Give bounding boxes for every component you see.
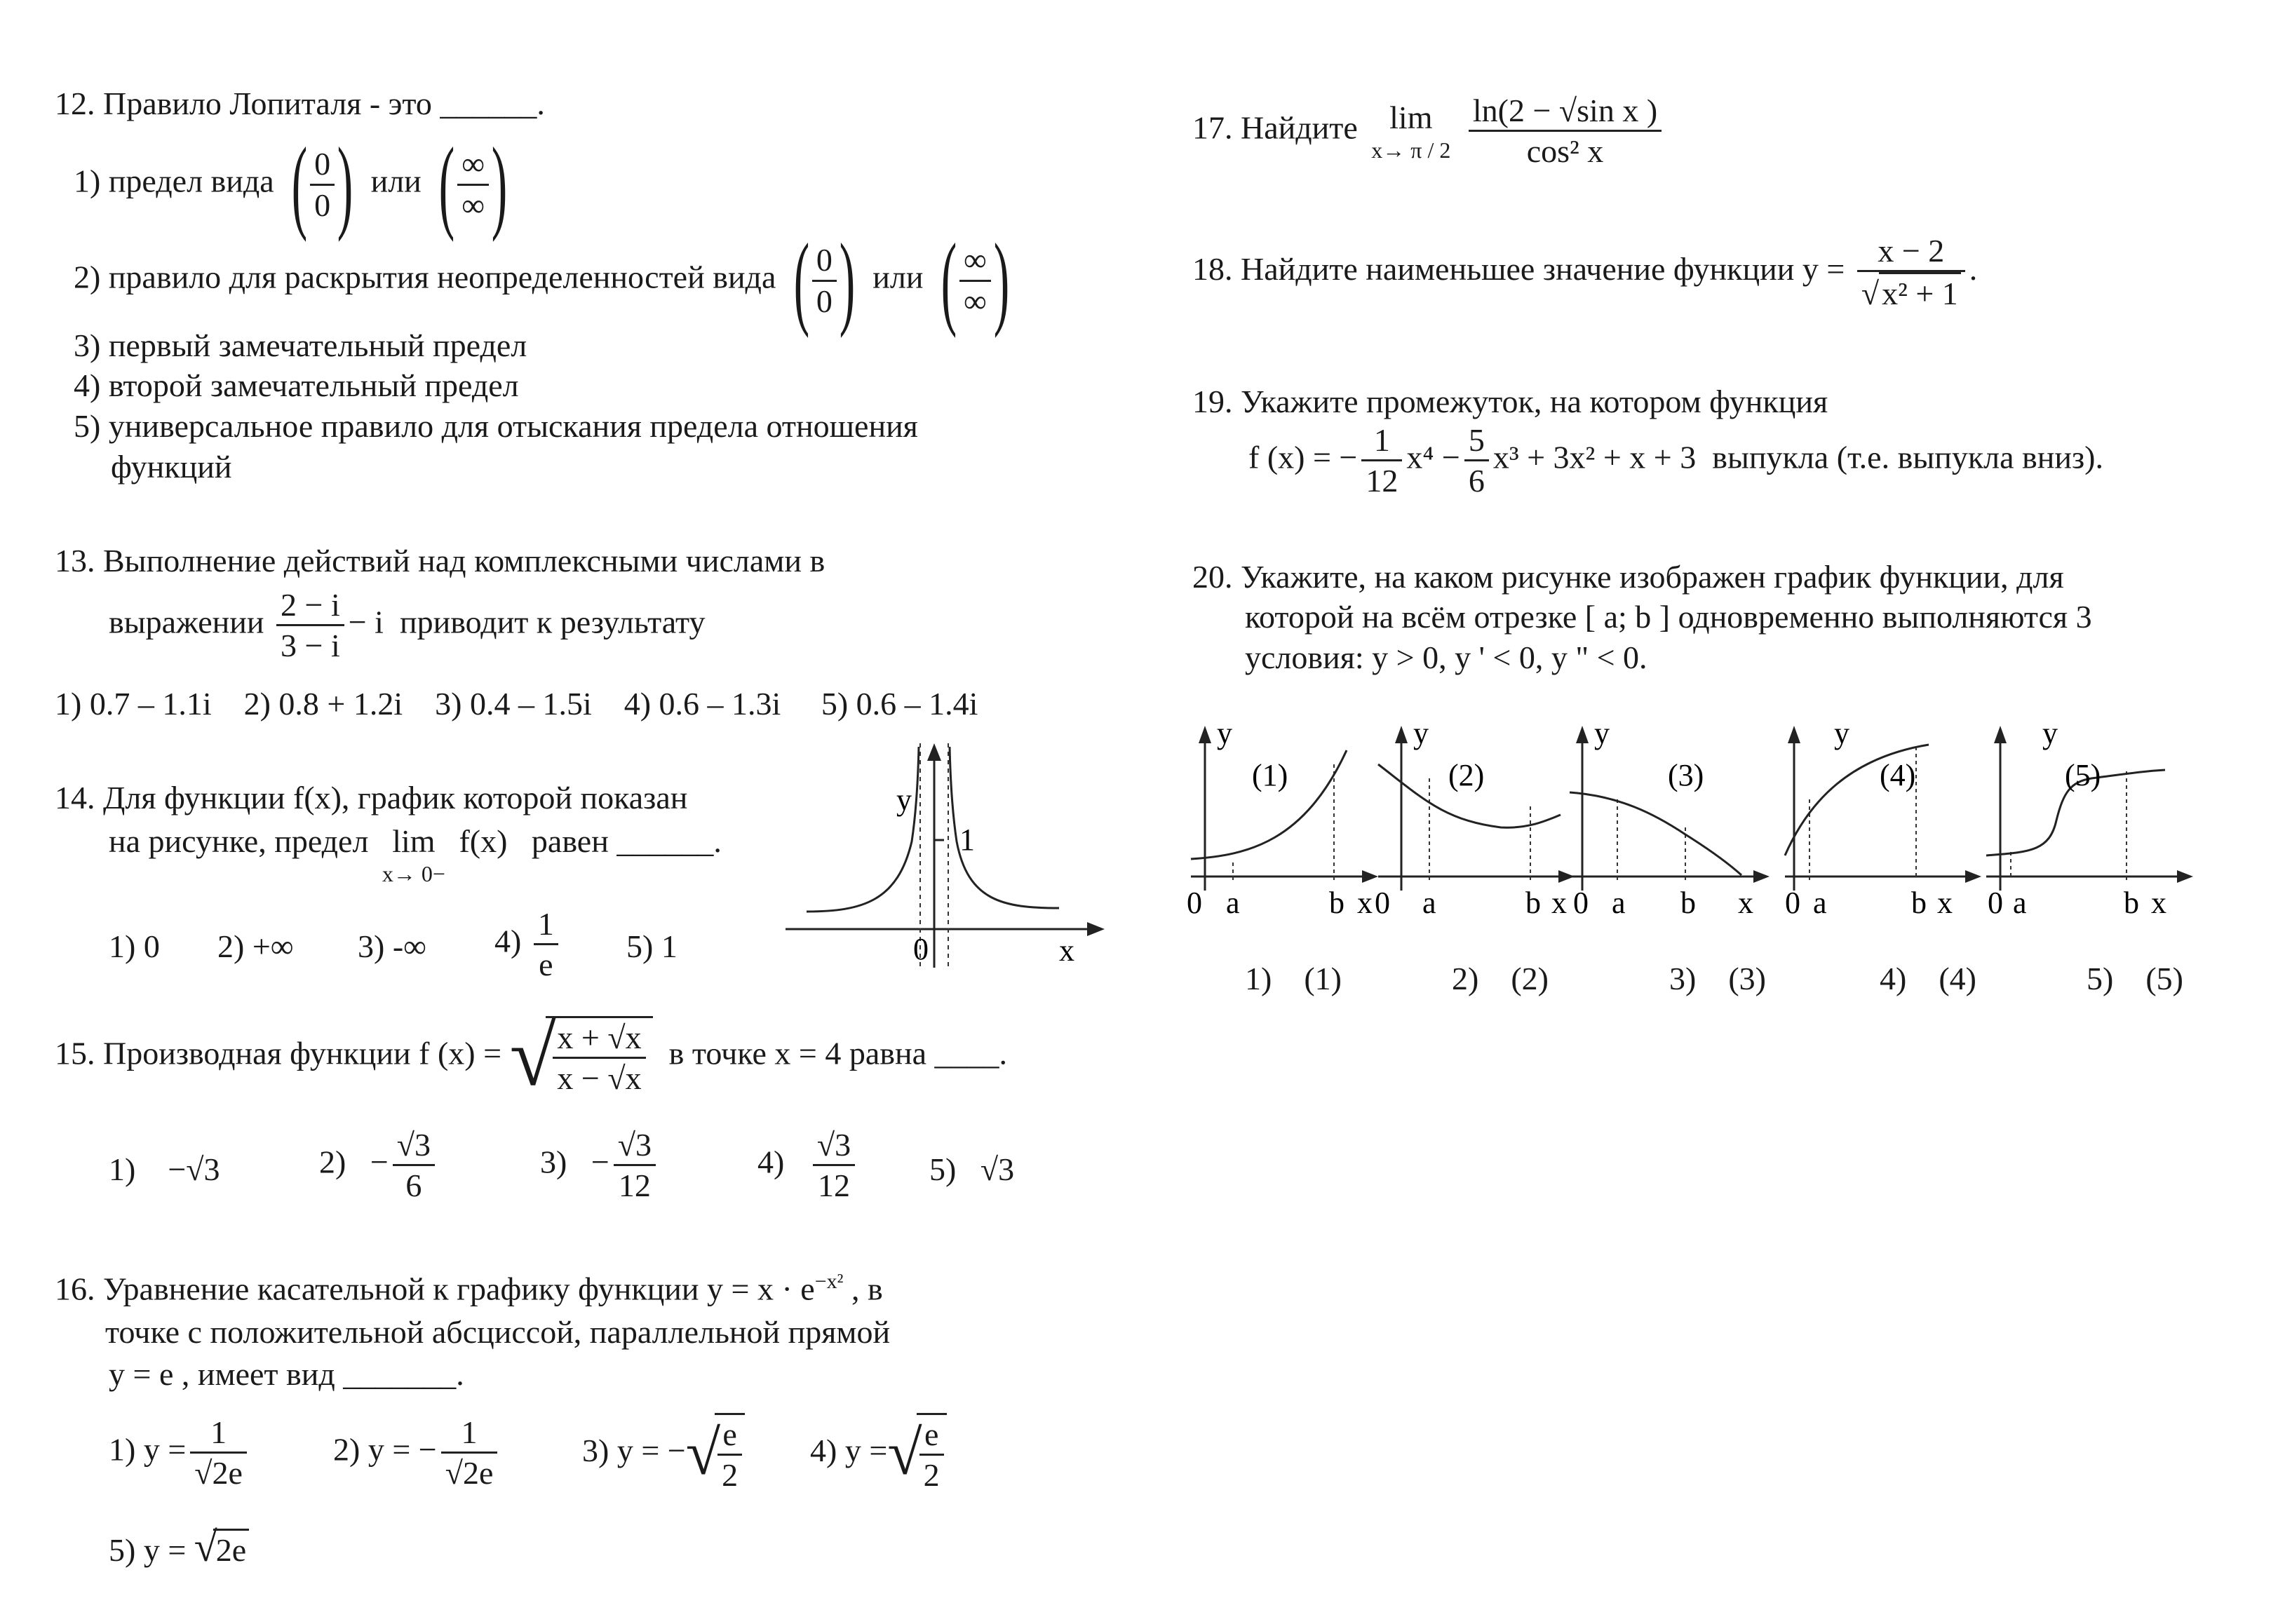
answer-value: (2) <box>1511 961 1549 996</box>
sqrt-radicand: 2e <box>213 1529 249 1569</box>
numerator: 1 <box>190 1413 247 1454</box>
y-arrow <box>1576 726 1589 743</box>
q15-answer-5 <box>929 1150 1014 1189</box>
a-label: a <box>2013 886 2027 920</box>
lim-subscript: x→ 0− <box>382 861 445 887</box>
q14-answer-1: 1) 0 <box>109 928 160 964</box>
q14-line2 <box>109 822 722 888</box>
q20-graphs <box>1178 715 2216 926</box>
denominator: e <box>539 947 553 983</box>
q16-line2: точке с положительной абсциссой, параллельной прямой <box>105 1314 891 1350</box>
answer-number: 3) <box>540 1144 567 1180</box>
q14-line2-suffix: равен ______. <box>531 823 722 859</box>
q20-line2: которой на всём отрезке [ a; b ] одновременно выполняются 3 <box>1245 599 2092 635</box>
q13-expression <box>109 586 706 665</box>
y-label: y <box>1413 716 1429 750</box>
or-word: или <box>872 259 924 295</box>
numerator: 1 <box>534 905 558 945</box>
b-label: b <box>1525 886 1541 920</box>
lim-subscript: x→ π / 2 <box>1371 137 1451 163</box>
q15-fraction <box>553 1018 645 1097</box>
x-label: x <box>1357 886 1373 920</box>
q16-answer-3 <box>582 1413 745 1494</box>
q20-graph-4 <box>1785 716 1981 920</box>
q17-prefix: 17. Найдите <box>1192 109 1358 146</box>
numerator: 0 <box>310 144 335 185</box>
q13-line1: 13. Выполнение действий над комплексными числами в <box>55 543 825 578</box>
zero-label: 0 <box>1375 886 1390 920</box>
q17-line <box>1192 91 1666 170</box>
curve <box>1570 792 1741 875</box>
denominator: 6 <box>405 1168 422 1204</box>
answer-prefix: 4) y = <box>810 1432 888 1468</box>
numerator: ∞ <box>457 144 489 185</box>
denominator: 6 <box>1468 463 1485 499</box>
x-label: x <box>1551 886 1567 920</box>
numerator: 2 − i <box>276 586 344 626</box>
zero-label: 0 <box>1187 886 1202 920</box>
answer-number: 1) <box>109 1151 136 1187</box>
x-arrow <box>1362 870 1378 883</box>
q14-graph <box>779 736 1108 975</box>
q14-answer-4 <box>494 905 562 984</box>
x-arrow <box>1087 922 1105 936</box>
y-label: y <box>1834 716 1849 750</box>
q20-line3: условия: y > 0, y ' < 0, y " < 0. <box>1245 640 1647 675</box>
denominator <box>1857 272 1965 313</box>
answer-fraction <box>534 905 558 984</box>
q20-graph-3 <box>1570 716 1770 920</box>
graph-label: (2) <box>1448 758 1485 792</box>
zero-label: 0 <box>1785 886 1800 920</box>
fraction <box>457 144 489 224</box>
minus-sign: − <box>591 1144 609 1180</box>
b-label: b <box>1329 886 1344 920</box>
numerator: 1 <box>441 1413 498 1454</box>
q15-prefix: 15. Производная функции f (x) = <box>55 1035 502 1071</box>
q18-end: . <box>1969 250 1978 287</box>
y-label: y <box>896 783 912 817</box>
x-label: x <box>1937 886 1953 920</box>
q16-answer-1 <box>109 1413 251 1492</box>
numerator: e <box>919 1415 944 1456</box>
b-label: b <box>1680 886 1696 920</box>
b-label: b <box>2124 886 2139 920</box>
q12-option-1-prefix: 1) предел вида <box>74 163 274 199</box>
denominator: 12 <box>817 1168 850 1204</box>
graph-label: (4) <box>1880 758 1916 792</box>
numerator: ln(2 − √sin x ) <box>1469 91 1662 132</box>
answer-fraction <box>441 1413 498 1492</box>
q16-line1-text: 16. Уравнение касательной к графику функции y = x · e <box>55 1271 815 1307</box>
term-2: x³ + 3x² + x + 3 <box>1492 439 1697 475</box>
paren-right: ) <box>993 222 1009 339</box>
graph-label: (5) <box>2065 758 2101 792</box>
q19-suffix: выпукла (т.е. выпукла вниз). <box>1712 439 2103 475</box>
answer-value: (5) <box>2145 961 2183 996</box>
fraction <box>812 241 837 320</box>
q15-suffix: в точке x = 4 равна ____. <box>668 1035 1008 1071</box>
q20-answer-4 <box>1880 959 1976 998</box>
a-label: a <box>1226 886 1240 920</box>
q20-answer-5 <box>2087 959 2183 998</box>
answer-number: 4) <box>757 1144 785 1180</box>
zero-label: 0 <box>1988 886 2003 920</box>
q16-answer-4 <box>810 1413 947 1494</box>
denominator: 12 <box>618 1168 651 1204</box>
y-arrow <box>1994 726 2007 743</box>
q12-option-1 <box>74 126 517 243</box>
answer-fraction <box>813 1125 855 1205</box>
q20-answer-3 <box>1669 959 1766 998</box>
zero-label: 0 <box>913 932 929 966</box>
answer-fraction <box>393 1125 435 1205</box>
q12-option-4: 4) второй замечательный предел <box>74 367 519 403</box>
paren-right: ) <box>839 222 856 339</box>
q13-answers: 1) 0.7 – 1.1i 2) 0.8 + 1.2i 3) 0.4 – 1.5i 4) 0.6 – 1.3i 5) 0.6 – 1.4i <box>55 686 978 722</box>
curve-left <box>807 747 919 912</box>
answer-value: (1) <box>1304 961 1342 996</box>
q16-answer-2 <box>333 1413 501 1492</box>
q13-suffix: приводит к результату <box>399 604 706 640</box>
q20-answer-2 <box>1452 959 1549 998</box>
q20-graph-1 <box>1187 716 1378 920</box>
q14-line2-prefix: на рисунке, предел <box>109 823 369 859</box>
q15-answer-1 <box>109 1150 220 1189</box>
denominator: 2 <box>722 1457 739 1494</box>
q13-fraction <box>276 586 344 665</box>
sqrt-sign: √ <box>887 1419 922 1489</box>
q20-answer-1 <box>1245 959 1342 998</box>
answer-fraction <box>190 1413 247 1492</box>
q19-formula <box>1248 421 2103 500</box>
denominator: 0 <box>314 187 331 223</box>
paren-left: ( <box>793 222 810 339</box>
denominator: x − √x <box>557 1060 642 1096</box>
sqrt-radicand <box>715 1413 745 1494</box>
y-label: y <box>2042 716 2058 750</box>
denominator: √2e <box>445 1455 494 1491</box>
answer-number: 2) <box>1452 961 1479 996</box>
q12-option-2-prefix: 2) правило для раскрытия неопределенностей вида <box>74 259 776 295</box>
denominator: 0 <box>816 283 833 319</box>
minus-sign: − <box>370 1144 389 1180</box>
paren-left: ( <box>439 126 455 243</box>
sqrt-sign: √ <box>685 1419 721 1489</box>
numerator: √3 <box>614 1125 656 1166</box>
minus-i: − i <box>348 604 384 640</box>
sqrt-radicand <box>917 1413 947 1494</box>
y-label: y <box>1217 716 1232 750</box>
q14-line1: 14. Для функции f(x), график которой показан <box>55 780 688 816</box>
answer-prefix: 1) y = <box>109 1431 187 1468</box>
answer-value: −√3 <box>168 1151 220 1187</box>
q19-line1: 19. Укажите промежуток, на котором функция <box>1192 384 1828 419</box>
fraction-1 <box>1361 421 1402 500</box>
answer-number: 4) <box>1880 961 1907 996</box>
graph-label: (3) <box>1668 758 1704 792</box>
lim-word: lim <box>1389 99 1433 135</box>
fx: f(x) <box>459 823 508 859</box>
answer-value: (4) <box>1939 961 1976 996</box>
q18-prefix: 18. Найдите наименьшее значение функции y = <box>1192 250 1845 287</box>
x-label: x <box>1738 886 1753 920</box>
q14-answer-2: 2) +∞ <box>217 928 294 964</box>
q12-title: 12. Правило Лопиталя - это ______. <box>55 86 545 121</box>
y-label: y <box>1594 716 1610 750</box>
q16-line1 <box>55 1269 883 1308</box>
numerator: 0 <box>812 241 837 281</box>
sqrt-radicand: x² + 1 <box>1879 272 1961 313</box>
numerator: e <box>717 1415 742 1456</box>
denominator: ∞ <box>461 187 485 223</box>
q20-graph-5 <box>1986 716 2193 920</box>
paren-left: ( <box>941 222 957 339</box>
lim-word: lim <box>392 823 436 859</box>
q15-answer-4 <box>757 1125 859 1205</box>
paren-right: ) <box>337 126 353 243</box>
q16-line3: y = e , имеет вид _______. <box>109 1356 464 1392</box>
b-label: b <box>1911 886 1927 920</box>
one-label: 1 <box>959 823 975 857</box>
answer-number: 3) <box>1669 961 1697 996</box>
answer-value: (3) <box>1728 961 1766 996</box>
answer-prefix: 2) y = − <box>333 1431 437 1468</box>
q18-fraction <box>1857 231 1965 313</box>
numerator: x − 2 <box>1857 231 1965 272</box>
zero-label: 0 <box>1573 886 1589 920</box>
answer-prefix: 3) y = − <box>582 1432 686 1468</box>
or-word: или <box>370 163 422 199</box>
q15-answer-3 <box>540 1125 660 1205</box>
sqrt-sign: √ <box>1861 276 1880 312</box>
answer-fraction <box>614 1125 656 1205</box>
y-arrow <box>1199 726 1211 743</box>
denominator: 12 <box>1366 463 1399 499</box>
x-arrow <box>2177 870 2193 883</box>
q20-line1: 20. Укажите, на каком рисунке изображен график функции, для <box>1192 559 2064 595</box>
q16-answer-5 <box>109 1522 249 1572</box>
denominator: √2e <box>194 1455 243 1491</box>
q14-limit <box>382 822 445 888</box>
answer-fraction <box>919 1415 944 1494</box>
y-arrow <box>927 743 941 761</box>
answer-number: 5) <box>929 1151 957 1187</box>
denominator: 3 − i <box>281 628 340 664</box>
fraction <box>959 241 991 320</box>
numerator: √3 <box>813 1125 855 1166</box>
x-label: x <box>1059 933 1074 968</box>
paren-right: ) <box>491 126 508 243</box>
formula-prefix: f (x) = − <box>1248 439 1358 475</box>
sqrt-sign: √ <box>194 1524 217 1570</box>
q12-option-2 <box>74 222 1019 339</box>
answer-number: 4) <box>494 923 522 959</box>
numerator: √3 <box>393 1125 435 1166</box>
sqrt-radicand <box>546 1016 652 1097</box>
q12-option-3: 3) первый замечательный предел <box>74 327 527 363</box>
y-arrow <box>1788 726 1800 743</box>
q20-graph-2 <box>1375 716 1575 920</box>
x-arrow <box>1965 870 1981 883</box>
answer-number: 1) <box>1245 961 1272 996</box>
answer-fraction <box>717 1415 742 1494</box>
fraction <box>310 144 335 224</box>
q14-answer-3: 3) -∞ <box>358 928 426 964</box>
numerator: x + √x <box>553 1018 645 1059</box>
answer-value: √3 <box>980 1151 1015 1187</box>
numerator: ∞ <box>959 241 991 281</box>
answer-number: 5) <box>2087 961 2114 996</box>
x-label: x <box>2151 886 2166 920</box>
numerator: 5 <box>1464 421 1489 461</box>
denominator: ∞ <box>963 283 987 319</box>
q15-line <box>55 1006 1007 1107</box>
exponent: −x² <box>814 1270 844 1293</box>
graph-label: (1) <box>1252 758 1288 792</box>
fraction-2 <box>1464 421 1489 500</box>
a-label: a <box>1813 886 1827 920</box>
y-arrow <box>1395 726 1408 743</box>
q18-line <box>1192 231 1977 313</box>
paren-left: ( <box>291 126 308 243</box>
answer-prefix: 5) y = <box>109 1532 187 1568</box>
sqrt-sign: √ <box>509 1010 556 1103</box>
term-1: x⁴ − <box>1406 439 1460 475</box>
q13-expr-prefix: выражении <box>109 604 264 640</box>
q15-answer-2 <box>319 1125 439 1205</box>
a-label: a <box>1612 886 1626 920</box>
q12-option-5-cont: функций <box>111 449 232 485</box>
denominator: cos² x <box>1526 133 1604 170</box>
q17-fraction <box>1469 91 1662 170</box>
denominator: 2 <box>923 1457 940 1494</box>
q14-answer-5: 5) 1 <box>626 928 678 964</box>
numerator: 1 <box>1361 421 1402 461</box>
x-arrow <box>1753 870 1770 883</box>
q12-option-5: 5) универсальное правило для отыскания предела отношения <box>74 408 918 444</box>
answer-number: 2) <box>319 1144 346 1180</box>
a-label: a <box>1422 886 1436 920</box>
q17-limit <box>1371 98 1450 164</box>
q16-line1-end: , в <box>851 1271 883 1307</box>
